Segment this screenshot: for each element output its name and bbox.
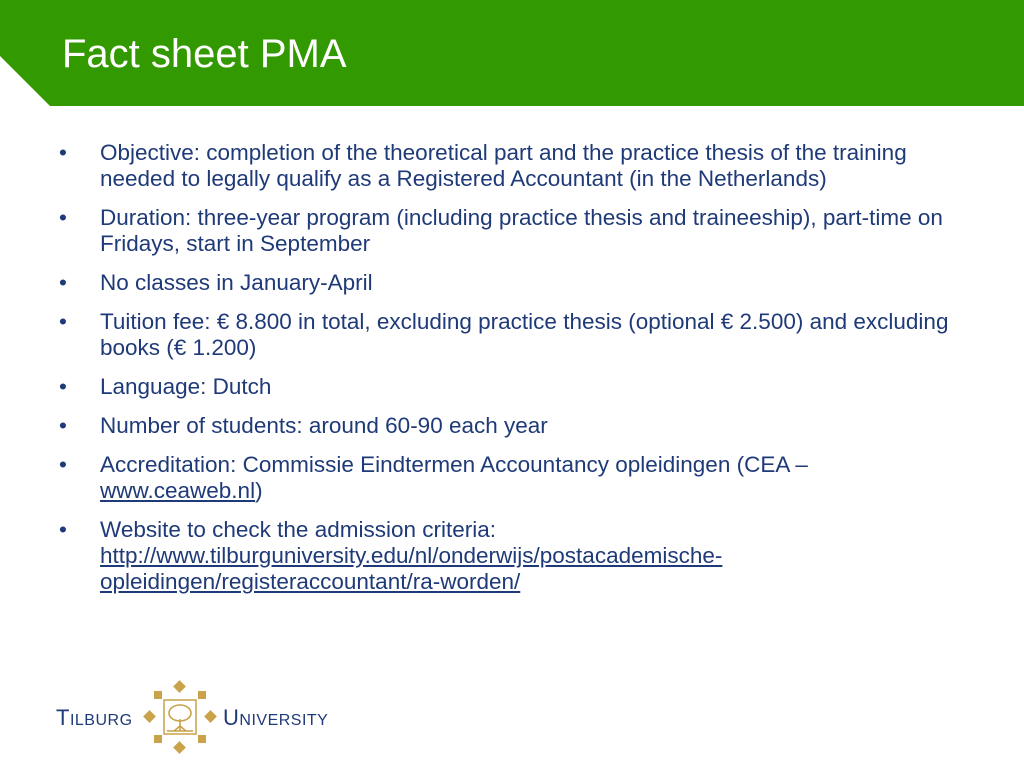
bullet-text-suffix: ) [255, 478, 263, 503]
bullet-list [0, 140, 1024, 608]
bullet-icon: • [59, 270, 67, 295]
bullet-text: Duration: three-year program (including practice thesis and traineeship), part-time on Fridays, start in September [100, 205, 943, 256]
bullet-icon: • [59, 452, 67, 477]
bullet-text: No classes in January-April [100, 270, 373, 295]
bullet-text: Objective: completion of the theoretical part and the practice thesis of the training needed to legally qualify as a Registered Accountant (in the Netherlands) [100, 140, 907, 191]
bullet-text: Number of students: around 60-90 each year [100, 413, 548, 438]
admission-criteria-link[interactable]: http://www.tilburguniversity.edu/nl/onderwijs/postacademische-opleidingen/registeraccountant/ra-worden/ [100, 543, 723, 594]
bullet-text: Tuition fee: € 8.800 in total, excluding practice thesis (optional € 2.500) and excluding books (€ 1.200) [100, 309, 949, 360]
bullet-icon: • [59, 374, 67, 399]
tilburg-tree-emblem-icon [143, 680, 217, 754]
bullet-icon: • [59, 205, 67, 230]
bullet-icon: • [59, 413, 67, 438]
bullet-text: Language: Dutch [100, 374, 272, 399]
bullet-item-accreditation [0, 452, 1024, 504]
bullet-text-prefix: Accreditation: Commissie Eindtermen Accountancy opleidingen (CEA – [100, 452, 808, 477]
bullet-icon: • [59, 309, 67, 334]
bullet-item-duration [0, 205, 1024, 257]
bullet-item-tuition-fee [0, 309, 1024, 361]
ceaweb-link[interactable]: www.ceaweb.nl [100, 478, 256, 503]
slide-title: Fact sheet PMA [62, 32, 347, 76]
tilburg-university-logo [56, 680, 356, 760]
logo-word-university: UNIVERSITY [223, 705, 329, 730]
bullet-item-language [0, 374, 1024, 400]
bullet-item-students [0, 413, 1024, 439]
bullet-item-objective [0, 140, 1024, 192]
logo-word-tilburg: TILBURG [56, 705, 133, 730]
bullet-item-no-classes [0, 270, 1024, 296]
bullet-icon: • [59, 140, 67, 165]
bullet-icon: • [59, 517, 67, 542]
bullet-item-website [0, 517, 1024, 595]
bullet-text-prefix: Website to check the admission criteria: [100, 517, 497, 542]
